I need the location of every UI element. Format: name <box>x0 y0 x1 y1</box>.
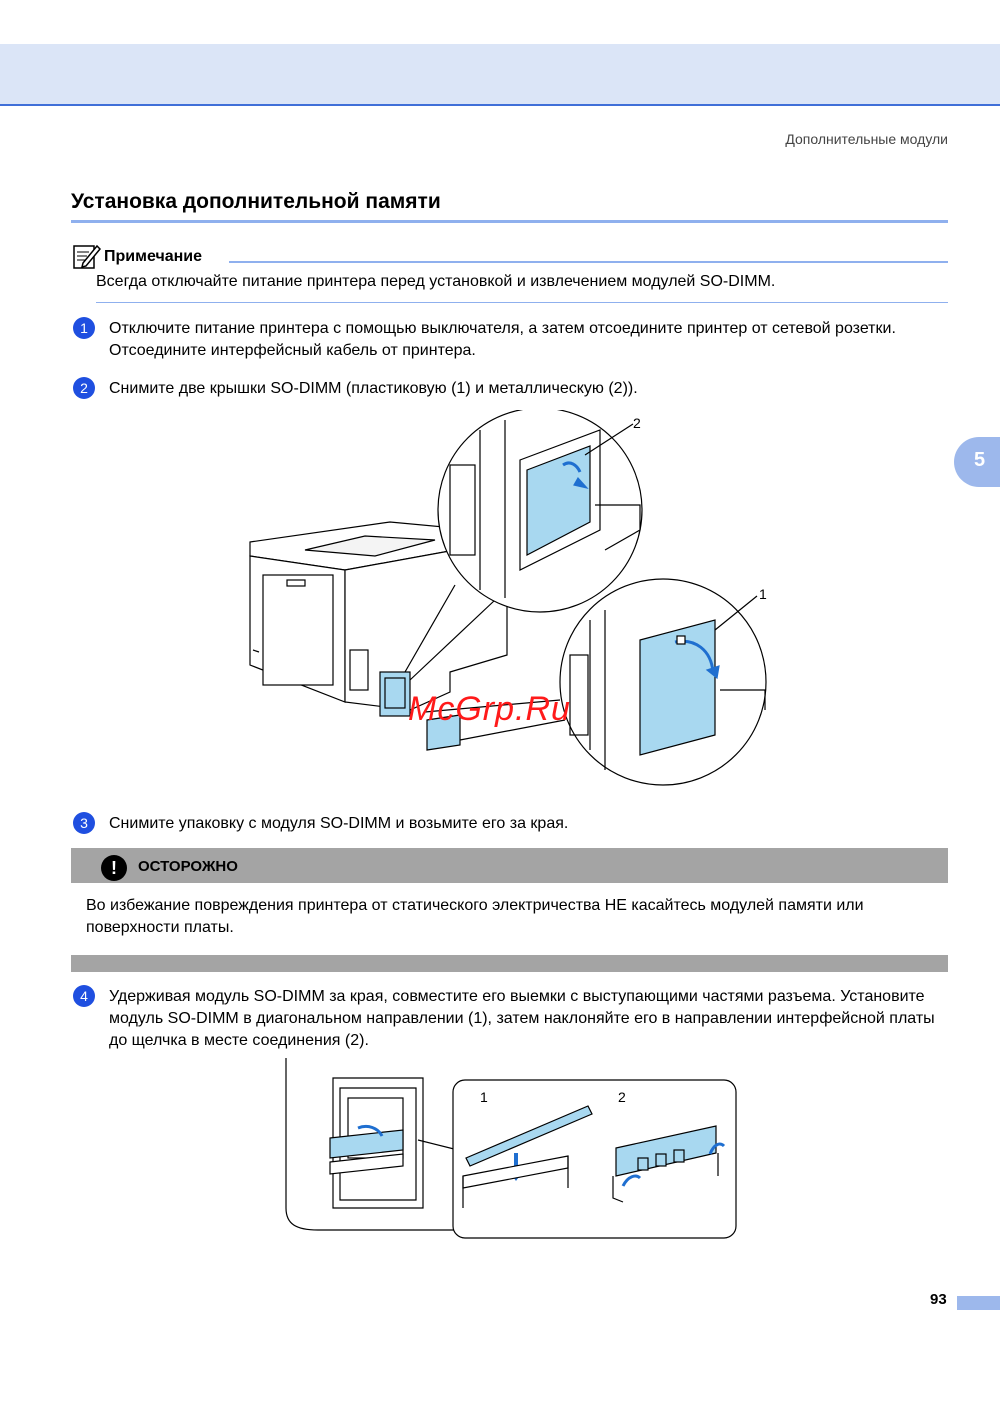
detail-panel <box>453 1080 736 1238</box>
sodimm-insertion-figure <box>278 1058 743 1248</box>
note-text: Всегда отключайте питание принтера перед установкой и извлечением модулей SO-DIMM. <box>96 273 776 290</box>
printer-board-illustration <box>286 1058 458 1230</box>
step-1-number: 1 <box>73 317 95 339</box>
page-number: 93 <box>930 1291 947 1308</box>
note-label: Примечание <box>104 248 203 265</box>
step-2-number: 2 <box>73 377 95 399</box>
note-pencil-icon <box>73 243 101 269</box>
caution-exclamation-icon: ! <box>101 855 127 881</box>
caution-footer-bar <box>71 955 948 972</box>
top-band <box>0 44 1000 106</box>
printer-cover-removal-figure <box>245 410 775 800</box>
chapter-tab <box>954 437 1000 487</box>
page-number-band <box>957 1296 1000 1310</box>
figure2-label-1: 1 <box>480 1089 488 1105</box>
figure1-callout-1: 1 <box>759 586 767 602</box>
running-header: Дополнительные модули <box>785 131 948 147</box>
caution-text: Во избежание повреждения принтера от статического электричества НЕ касайтесь модулей памяти или поверхности платы. <box>86 897 864 936</box>
step-3-text: Снимите упаковку с модуля SO-DIMM и возьмите его за края. <box>109 815 569 832</box>
caution-label: ОСТОРОЖНО <box>138 858 238 875</box>
title-rule <box>71 220 948 223</box>
step-4-number: 4 <box>73 985 95 1007</box>
watermark: McGrp.Ru <box>408 690 571 728</box>
note-rule <box>229 261 948 263</box>
step-1-text: Отключите питание принтера с помощью выключателя, а затем отсоедините принтер от сетевой розетки. Отсоедините интерфейсный кабель от принтера. <box>109 320 896 359</box>
step-2-text: Снимите две крышки SO-DIMM (пластиковую (1) и металлическую (2)). <box>109 380 638 397</box>
note-divider <box>96 302 948 303</box>
figure1-callout-2: 2 <box>633 415 641 431</box>
step-3-number: 3 <box>73 812 95 834</box>
chapter-number: 5 <box>974 449 986 471</box>
figure2-label-2: 2 <box>618 1089 626 1105</box>
step-4-text: Удерживая модуль SO-DIMM за края, совместите его выемки с выступающими частями разъема. Установите модуль SO-DIMM в диагональном направлении (1), затем наклоняйте его в направлении интерфейсной платы до щелчка в месте соединения (2). <box>109 988 935 1049</box>
page-title: Установка дополнительной памяти <box>71 190 441 213</box>
